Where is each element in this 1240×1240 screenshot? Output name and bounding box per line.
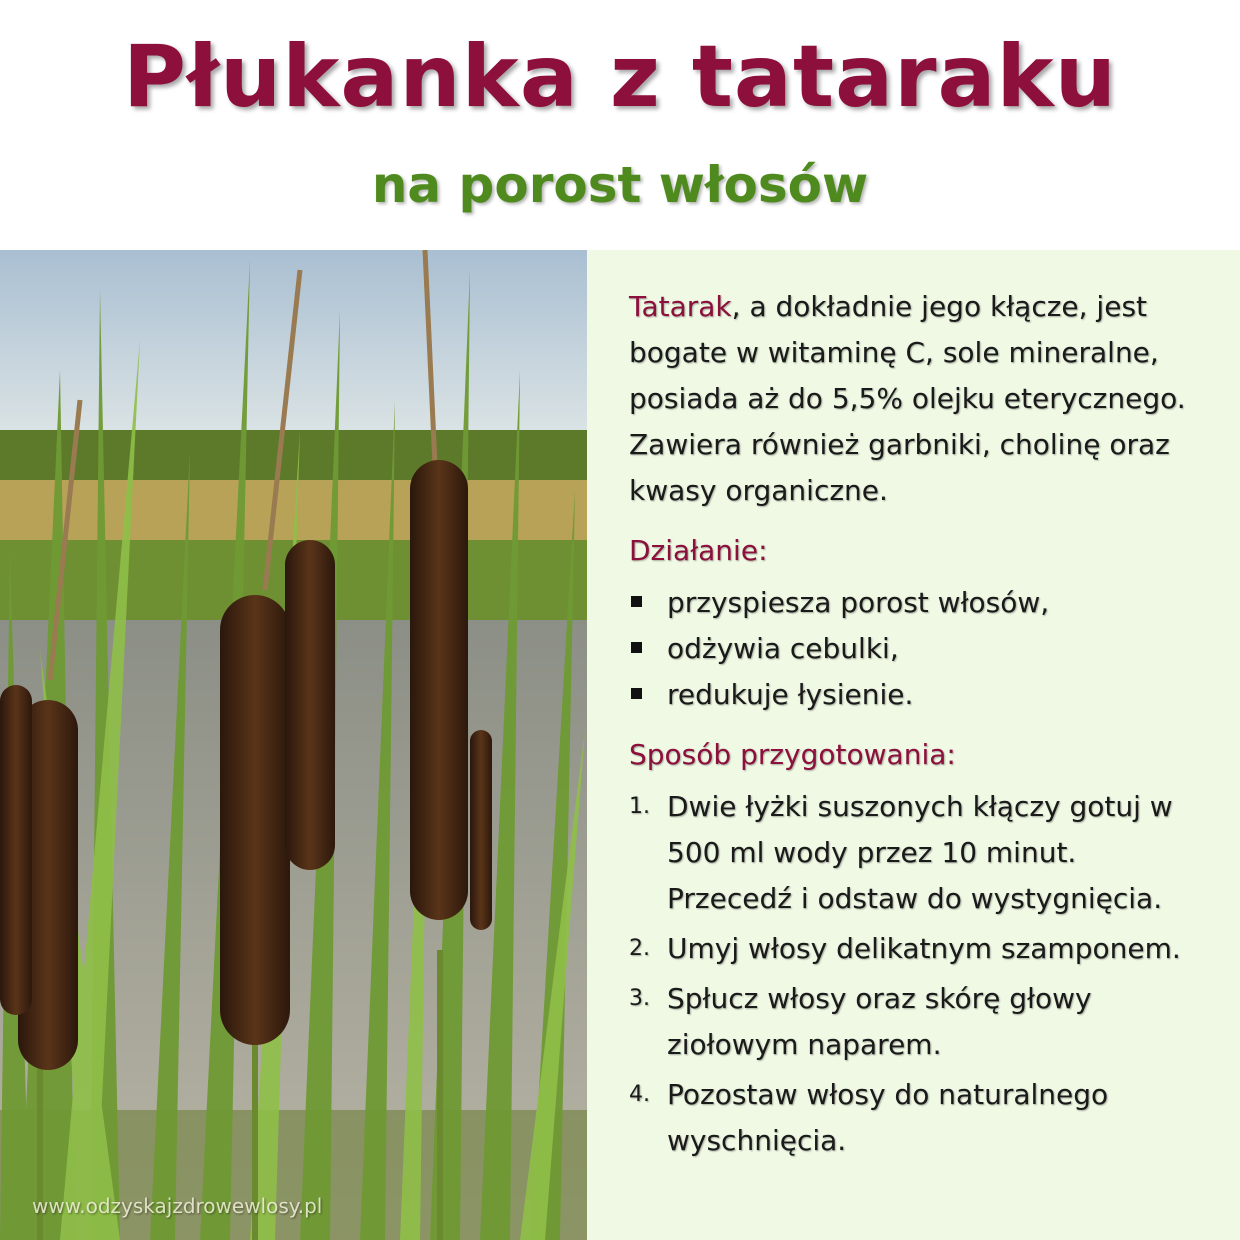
info-panel [587,250,1240,1240]
watermark-url: www.odzyskajzdrowewlosy.pl [32,1194,323,1218]
step-item [629,1072,1210,1164]
effects-heading: Działanie: [629,534,768,567]
step-text: Umyj włosy delikatnym szamponem. [667,932,1181,965]
step-number: 1. [629,794,650,819]
step-item [629,976,1210,1068]
bullet-square-icon [631,642,642,653]
bullet-square-icon [631,596,642,607]
preparation-heading: Sposób przygotowania: [629,738,956,771]
intro-highlight: Tatarak [629,290,732,323]
step-number: 2. [629,936,650,961]
step-number: 3. [629,986,650,1011]
preparation-steps [629,784,1210,1164]
page-title: Płukanka z tataraku [123,27,1117,127]
step-number: 4. [629,1082,650,1107]
cattail-photo [0,250,587,1240]
bullet-square-icon [631,688,642,699]
step-text: Spłucz włosy oraz skórę głowy ziołowym naparem. [667,982,1092,1061]
intro-text: , a dokładnie jego kłącze, jest bogate w witaminę C, sole mineralne, posiada aż do 5,5% olejku eterycznego. Zawiera również garbniki, cholinę oraz kwasy organiczne. [629,290,1186,507]
intro-paragraph [629,284,1210,514]
step-item [629,926,1210,972]
step-text: Pozostaw włosy do naturalnego wyschnięcia. [667,1078,1109,1157]
list-item: przyspiesza porost włosów, [629,580,1210,626]
page-subtitle: na porost włosów [371,156,869,214]
step-item [629,784,1210,922]
list-item: redukuje łysienie. [629,672,1210,718]
list-item: odżywia cebulki, [629,626,1210,672]
step-text: Dwie łyżki suszonych kłączy gotuj w 500 ml wody przez 10 minut. Przecedź i odstaw do wystygnięcia. [667,790,1173,915]
effects-list [629,580,1210,718]
